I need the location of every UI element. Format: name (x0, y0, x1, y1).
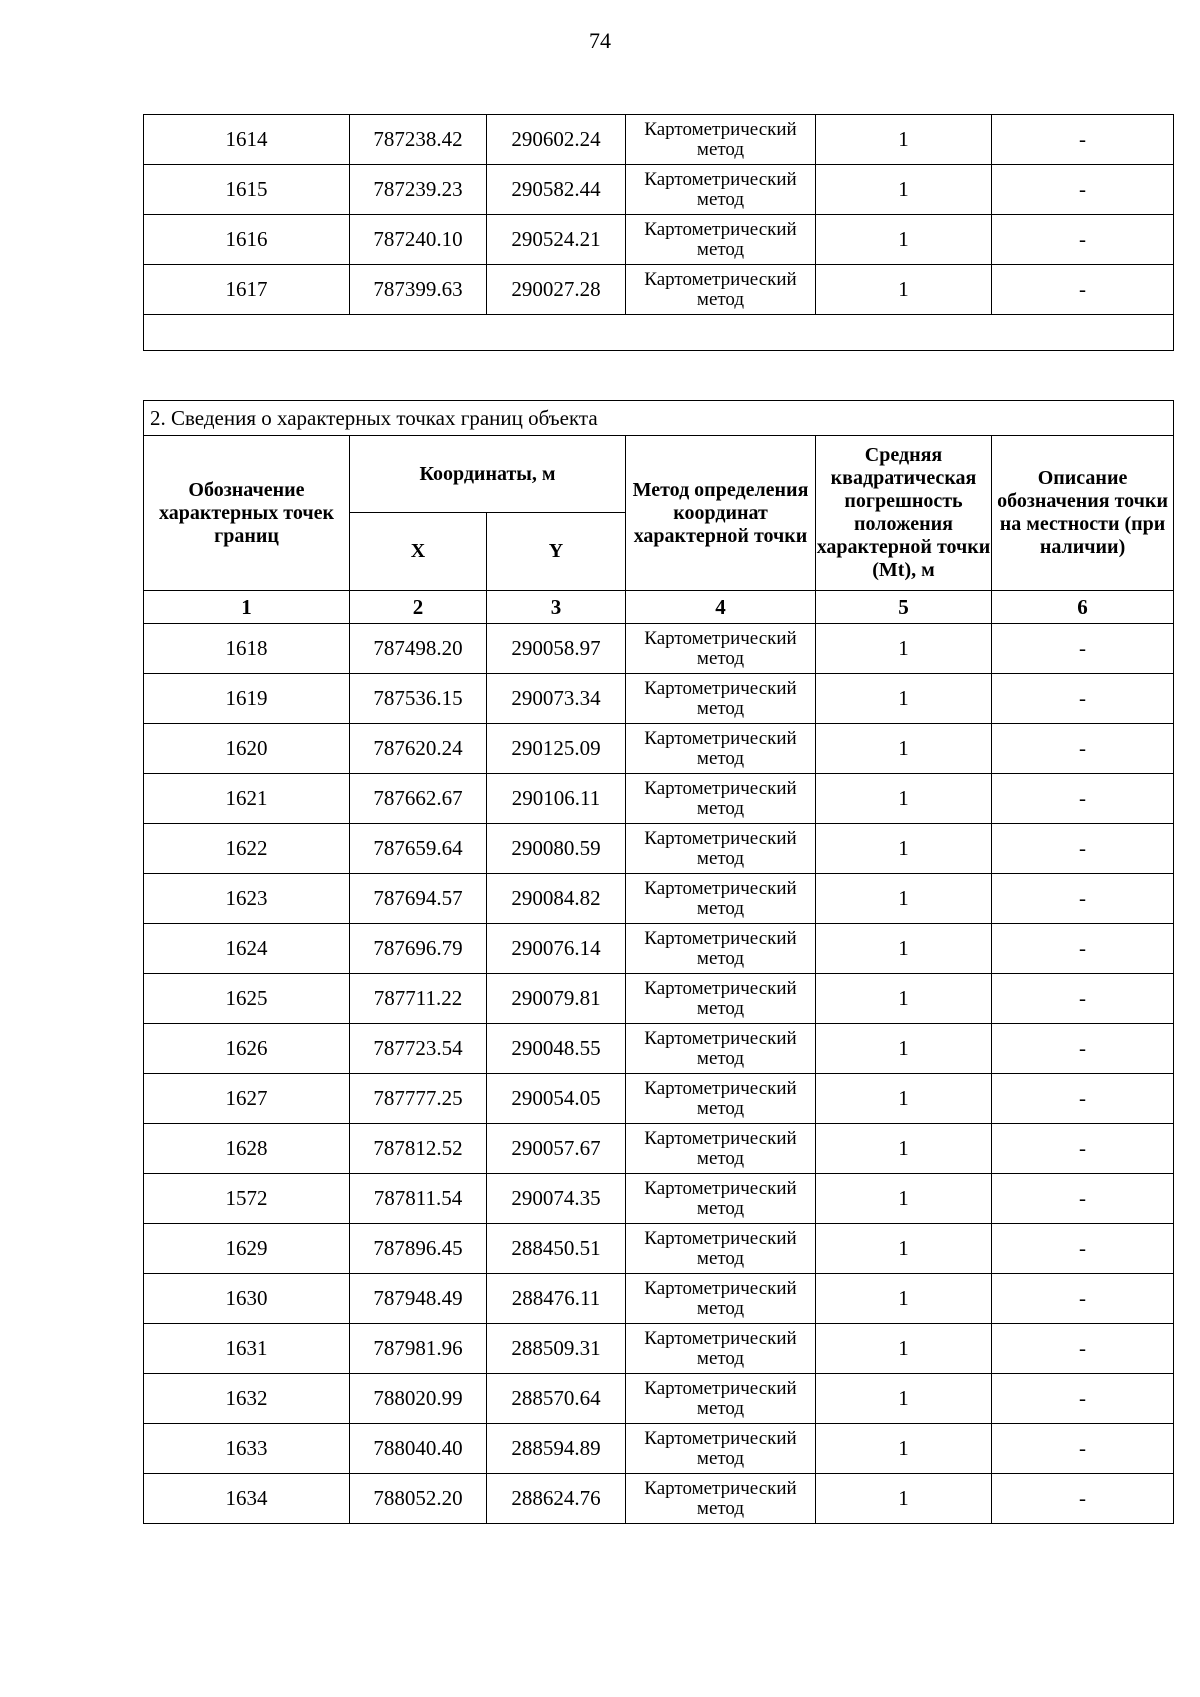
table-row (144, 265, 1174, 315)
method-cell (626, 1274, 816, 1324)
x-coordinate-cell: 787662.67 (350, 774, 487, 824)
x-coordinate-cell: 787240.10 (350, 215, 487, 265)
point-cell: 1632 (144, 1374, 350, 1424)
method-text: Картометрический (644, 1377, 797, 1399)
method-cell (626, 265, 816, 315)
main-table-body (144, 624, 1174, 1524)
x-coordinate-cell: 787811.54 (350, 1174, 487, 1224)
method-text: метод (696, 997, 745, 1019)
error-cell: 1 (816, 824, 992, 874)
x-coordinate-cell: 788020.99 (350, 1374, 487, 1424)
method-cell (626, 774, 816, 824)
table-row (144, 1374, 1174, 1424)
table-row (144, 624, 1174, 674)
method-cell (626, 1174, 816, 1224)
point-cell: 1623 (144, 874, 350, 924)
method-text: Картометрический (644, 1177, 797, 1199)
method-cell (626, 1024, 816, 1074)
method-text: Картометрический (644, 877, 797, 899)
y-coordinate-cell: 290524.21 (487, 215, 626, 265)
error-cell: 1 (816, 924, 992, 974)
header-method: Метод определения координат характерной точки (626, 436, 816, 591)
y-coordinate-cell: 290079.81 (487, 974, 626, 1024)
x-coordinate-cell: 787696.79 (350, 924, 487, 974)
method-text: метод (696, 288, 745, 310)
y-coordinate-cell: 290076.14 (487, 924, 626, 974)
table-row (144, 1274, 1174, 1324)
method-text: Картометрический (644, 1027, 797, 1049)
method-text: метод (696, 1447, 745, 1469)
table-row (144, 774, 1174, 824)
point-cell: 1619 (144, 674, 350, 724)
top-points-table (143, 114, 1174, 351)
error-cell: 1 (816, 1174, 992, 1224)
description-cell: - (992, 824, 1174, 874)
method-text: метод (696, 1097, 745, 1119)
y-coordinate-cell: 290073.34 (487, 674, 626, 724)
point-cell: 1614 (144, 115, 350, 165)
table-row (144, 115, 1174, 165)
method-text: метод (696, 1247, 745, 1269)
method-cell (626, 824, 816, 874)
method-cell (626, 1374, 816, 1424)
description-cell: - (992, 1124, 1174, 1174)
y-coordinate-cell: 288594.89 (487, 1424, 626, 1474)
method-text: Картометрический (644, 777, 797, 799)
header-error: Средняя квадратическая погрешность положения характерной точки (Mt), м (816, 436, 992, 591)
method-cell (626, 1224, 816, 1274)
method-text: Картометрический (644, 1477, 797, 1499)
method-text: метод (696, 1397, 745, 1419)
y-coordinate-cell: 290602.24 (487, 115, 626, 165)
empty-cell (144, 315, 1174, 351)
point-cell: 1622 (144, 824, 350, 874)
method-cell (626, 724, 816, 774)
x-coordinate-cell: 787498.20 (350, 624, 487, 674)
error-cell: 1 (816, 1074, 992, 1124)
description-cell: - (992, 115, 1174, 165)
x-coordinate-cell: 787896.45 (350, 1224, 487, 1274)
method-text: метод (696, 238, 745, 260)
y-coordinate-cell: 290057.67 (487, 1124, 626, 1174)
table-row (144, 1474, 1174, 1524)
method-text: метод (696, 747, 745, 769)
table-row (144, 924, 1174, 974)
y-coordinate-cell: 290058.97 (487, 624, 626, 674)
method-text: метод (696, 188, 745, 210)
error-cell: 1 (816, 724, 992, 774)
error-cell: 1 (816, 1124, 992, 1174)
description-cell: - (992, 1174, 1174, 1224)
error-cell: 1 (816, 874, 992, 924)
x-coordinate-cell: 787238.42 (350, 115, 487, 165)
header-y: Y (487, 513, 626, 591)
method-text: Картометрический (644, 827, 797, 849)
description-cell: - (992, 265, 1174, 315)
point-cell: 1633 (144, 1424, 350, 1474)
description-cell: - (992, 1324, 1174, 1374)
method-cell (626, 1474, 816, 1524)
table-row (144, 1024, 1174, 1074)
section-title-row (144, 401, 1174, 436)
x-coordinate-cell: 787536.15 (350, 674, 487, 724)
error-cell: 1 (816, 1274, 992, 1324)
description-cell: - (992, 1024, 1174, 1074)
y-coordinate-cell: 290125.09 (487, 724, 626, 774)
y-coordinate-cell: 288624.76 (487, 1474, 626, 1524)
table-row (144, 724, 1174, 774)
method-text: метод (696, 1347, 745, 1369)
point-cell: 1626 (144, 1024, 350, 1074)
section-title: 2. Сведения о характерных точках границ объекта (144, 401, 1174, 436)
method-text: Картометрический (644, 1127, 797, 1149)
table-row (144, 1074, 1174, 1124)
y-coordinate-cell: 290054.05 (487, 1074, 626, 1124)
description-cell: - (992, 724, 1174, 774)
point-cell: 1634 (144, 1474, 350, 1524)
method-text: Картометрический (644, 1077, 797, 1099)
description-cell: - (992, 215, 1174, 265)
point-cell: 1572 (144, 1174, 350, 1224)
point-cell: 1629 (144, 1224, 350, 1274)
boundary-points-table (143, 400, 1174, 1524)
method-text: Картометрический (644, 168, 797, 190)
description-cell: - (992, 774, 1174, 824)
x-coordinate-cell: 788052.20 (350, 1474, 487, 1524)
method-text: метод (696, 647, 745, 669)
description-cell: - (992, 1474, 1174, 1524)
x-coordinate-cell: 787711.22 (350, 974, 487, 1024)
y-coordinate-cell: 290106.11 (487, 774, 626, 824)
method-cell (626, 1074, 816, 1124)
y-coordinate-cell: 290080.59 (487, 824, 626, 874)
y-coordinate-cell: 290027.28 (487, 265, 626, 315)
table-row (144, 974, 1174, 1024)
method-text: Картометрический (644, 268, 797, 290)
error-cell: 1 (816, 1024, 992, 1074)
point-cell: 1630 (144, 1274, 350, 1324)
table-row (144, 674, 1174, 724)
x-coordinate-cell: 787777.25 (350, 1074, 487, 1124)
x-coordinate-cell: 788040.40 (350, 1424, 487, 1474)
description-cell: - (992, 674, 1174, 724)
error-cell: 1 (816, 1224, 992, 1274)
table-row (144, 1324, 1174, 1374)
error-cell: 1 (816, 115, 992, 165)
point-cell: 1620 (144, 724, 350, 774)
error-cell: 1 (816, 265, 992, 315)
description-cell: - (992, 974, 1174, 1024)
y-coordinate-cell: 290582.44 (487, 165, 626, 215)
description-cell: - (992, 924, 1174, 974)
error-cell: 1 (816, 165, 992, 215)
method-cell (626, 215, 816, 265)
table-row (144, 1174, 1174, 1224)
description-cell: - (992, 1274, 1174, 1324)
method-cell (626, 165, 816, 215)
method-cell (626, 1124, 816, 1174)
method-text: метод (696, 1047, 745, 1069)
point-cell: 1628 (144, 1124, 350, 1174)
method-text: Картометрический (644, 927, 797, 949)
method-text: Картометрический (644, 1277, 797, 1299)
page-number: 74 (589, 28, 611, 53)
description-cell: - (992, 1424, 1174, 1474)
description-cell: - (992, 1074, 1174, 1124)
header-coordinates: Координаты, м (350, 436, 626, 513)
method-cell (626, 115, 816, 165)
method-text: Картометрический (644, 1227, 797, 1249)
x-coordinate-cell: 787812.52 (350, 1124, 487, 1174)
point-cell: 1624 (144, 924, 350, 974)
column-number: 3 (487, 591, 626, 624)
table-row (144, 1424, 1174, 1474)
header-row (144, 436, 1174, 513)
description-cell: - (992, 1374, 1174, 1424)
column-number: 5 (816, 591, 992, 624)
error-cell: 1 (816, 624, 992, 674)
x-coordinate-cell: 787239.23 (350, 165, 487, 215)
y-coordinate-cell: 290084.82 (487, 874, 626, 924)
point-cell: 1631 (144, 1324, 350, 1374)
table-row (144, 1124, 1174, 1174)
method-text: Картометрический (644, 1427, 797, 1449)
error-cell: 1 (816, 774, 992, 824)
column-number: 6 (992, 591, 1174, 624)
description-cell: - (992, 165, 1174, 215)
method-text: Картометрический (644, 218, 797, 240)
method-text: метод (696, 1147, 745, 1169)
method-text: метод (696, 947, 745, 969)
x-coordinate-cell: 787694.57 (350, 874, 487, 924)
description-cell: - (992, 1224, 1174, 1274)
method-text: метод (696, 138, 745, 160)
method-cell (626, 974, 816, 1024)
point-cell: 1616 (144, 215, 350, 265)
table-row (144, 824, 1174, 874)
method-text: Картометрический (644, 118, 797, 140)
error-cell: 1 (816, 1474, 992, 1524)
point-cell: 1617 (144, 265, 350, 315)
method-text: метод (696, 847, 745, 869)
error-cell: 1 (816, 1374, 992, 1424)
table-row (144, 1224, 1174, 1274)
column-numbers-row (144, 591, 1174, 624)
y-coordinate-cell: 288450.51 (487, 1224, 626, 1274)
y-coordinate-cell: 288476.11 (487, 1274, 626, 1324)
method-cell (626, 874, 816, 924)
y-coordinate-cell: 290074.35 (487, 1174, 626, 1224)
table-row (144, 165, 1174, 215)
empty-row (144, 315, 1174, 351)
top-table-body (144, 115, 1174, 315)
header-point-designation: Обозначение характерных точек границ (144, 436, 350, 591)
point-cell: 1627 (144, 1074, 350, 1124)
point-cell: 1615 (144, 165, 350, 215)
x-coordinate-cell: 787948.49 (350, 1274, 487, 1324)
method-cell (626, 624, 816, 674)
description-cell: - (992, 624, 1174, 674)
method-text: метод (696, 897, 745, 919)
method-text: метод (696, 1297, 745, 1319)
method-cell (626, 924, 816, 974)
method-text: Картометрический (644, 977, 797, 999)
error-cell: 1 (816, 1424, 992, 1474)
y-coordinate-cell: 288570.64 (487, 1374, 626, 1424)
point-cell: 1625 (144, 974, 350, 1024)
table-row (144, 215, 1174, 265)
method-cell (626, 674, 816, 724)
method-cell (626, 1324, 816, 1374)
method-text: Картометрический (644, 1327, 797, 1349)
point-cell: 1621 (144, 774, 350, 824)
description-cell: - (992, 874, 1174, 924)
method-text: Картометрический (644, 727, 797, 749)
x-coordinate-cell: 787399.63 (350, 265, 487, 315)
method-cell (626, 1424, 816, 1474)
x-coordinate-cell: 787723.54 (350, 1024, 487, 1074)
table-row (144, 874, 1174, 924)
method-text: метод (696, 797, 745, 819)
error-cell: 1 (816, 1324, 992, 1374)
method-text: метод (696, 1497, 745, 1519)
error-cell: 1 (816, 674, 992, 724)
x-coordinate-cell: 787659.64 (350, 824, 487, 874)
column-number: 1 (144, 591, 350, 624)
x-coordinate-cell: 787981.96 (350, 1324, 487, 1374)
error-cell: 1 (816, 974, 992, 1024)
method-text: Картометрический (644, 627, 797, 649)
column-number: 4 (626, 591, 816, 624)
error-cell: 1 (816, 215, 992, 265)
header-description: Описание обозначения точки на местности (при наличии) (992, 436, 1174, 591)
header-x: X (350, 513, 487, 591)
x-coordinate-cell: 787620.24 (350, 724, 487, 774)
method-text: метод (696, 697, 745, 719)
point-cell: 1618 (144, 624, 350, 674)
method-text: метод (696, 1197, 745, 1219)
method-text: Картометрический (644, 677, 797, 699)
column-number: 2 (350, 591, 487, 624)
y-coordinate-cell: 288509.31 (487, 1324, 626, 1374)
y-coordinate-cell: 290048.55 (487, 1024, 626, 1074)
